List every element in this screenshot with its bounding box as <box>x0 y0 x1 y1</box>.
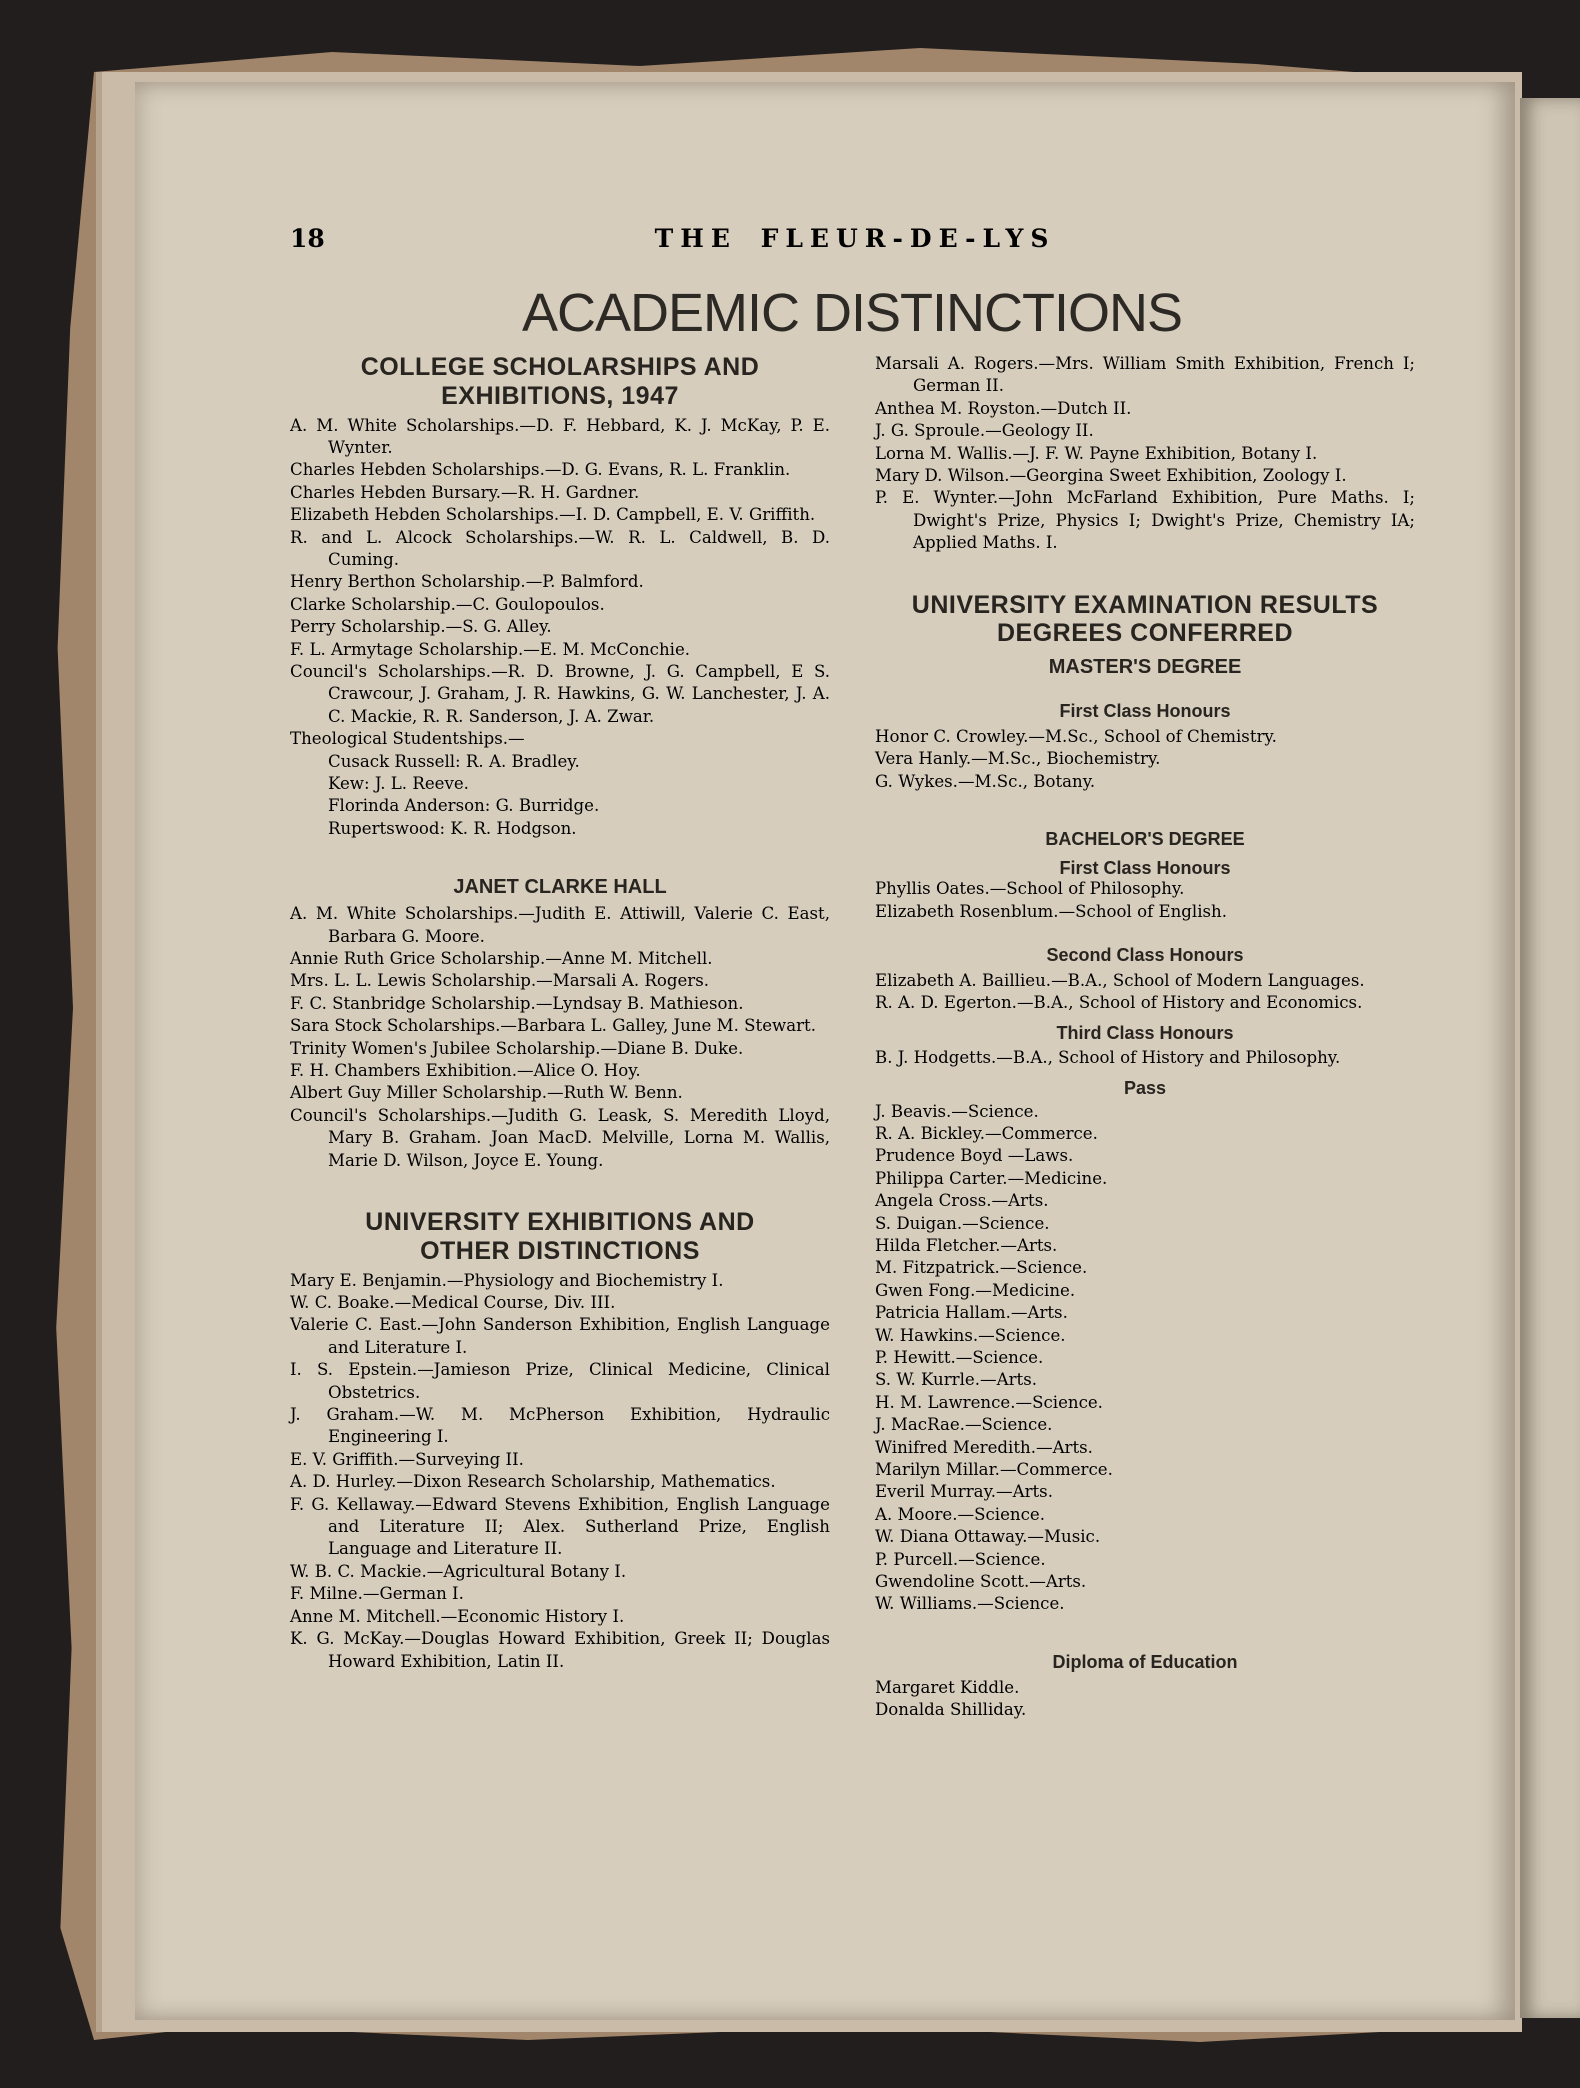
continued-list <box>875 353 1415 555</box>
list-item: Council's Scholarships.—Judith G. Leask, S. Meredith Lloyd, Mary B. Graham. Joan MacD. Melville, Lorna M. Wallis, Marie D. Wilson, Joyce E. Young. <box>290 1105 830 1170</box>
list-item: Philippa Carter.—Medicine. <box>875 1168 1108 1188</box>
list-item: Margaret Kiddle. <box>875 1677 1020 1697</box>
list-item: H. M. Lawrence.—Science. <box>875 1392 1103 1412</box>
running-head: THE FLEUR-DE-LYS <box>654 224 1056 253</box>
list-item: G. Wykes.—M.Sc., Botany. <box>875 771 1096 791</box>
list-item: A. D. Hurley.—Dixon Research Scholarship, Mathematics. <box>290 1472 776 1492</box>
list-item: S. Duigan.—Science. <box>875 1213 1050 1233</box>
list-item: Elizabeth Rosenblum.—School of English. <box>875 901 1227 921</box>
list-item: Winifred Meredith.—Arts. <box>875 1437 1093 1457</box>
list-item: Vera Hanly.—M.Sc., Biochemistry. <box>875 749 1161 769</box>
facing-page <box>1520 98 1580 2018</box>
list-item: Mary E. Benjamin.—Physiology and Biochemistry I. <box>290 1270 724 1290</box>
list-item: F. Milne.—German I. <box>290 1584 464 1604</box>
list-item: P. E. Wynter.—John McFarland Exhibition, Pure Maths. I; Dwight's Prize, Physics I; Dwight's Prize, Chemistry IA; Applied Maths. I. <box>875 488 1415 553</box>
list-item: Charles Hebden Scholarships.—D. G. Evans, R. L. Franklin. <box>290 460 791 480</box>
second-class-heading: Second Class Honours <box>1046 945 1244 966</box>
pass-list <box>875 1101 1415 1616</box>
masters-heading: MASTER'S DEGREE <box>1048 656 1242 679</box>
list-item: F. G. Kellaway.—Edward Stevens Exhibition, English Language and Literature II; Alex. Sutherland Prize, English Language and Literature II. <box>290 1494 830 1559</box>
masters-list <box>875 726 1415 793</box>
list-item: Annie Ruth Grice Scholarship.—Anne M. Mitchell. <box>290 949 713 969</box>
janet-list <box>290 903 830 1172</box>
list-item: W. Hawkins.—Science. <box>875 1325 1066 1345</box>
bachelors-heading: BACHELOR'S DEGREE <box>1045 829 1245 850</box>
list-item: K. G. McKay.—Douglas Howard Exhibition, Greek II; Douglas Howard Exhibition, Latin II. <box>290 1629 830 1671</box>
list-item: A. M. White Scholarships.—Judith E. Attiwill, Valerie C. East, Barbara G. Moore. <box>290 904 830 946</box>
list-item: A. Moore.—Science. <box>875 1504 1045 1524</box>
page-title: ACADEMIC DISTINCTIONS <box>521 283 1183 343</box>
list-item: W. Diana Ottaway.—Music. <box>875 1527 1101 1547</box>
list-item: Valerie C. East.—John Sanderson Exhibition, English Language and Literature I. <box>290 1315 830 1357</box>
university-exhibitions-heading: UNIVERSITY EXHIBITIONS AND OTHER DISTINCTIONS <box>365 1208 755 1265</box>
results-heading: UNIVERSITY EXAMINATION RESULTS DEGREES CONFERRED <box>911 590 1379 648</box>
list-item: A. M. White Scholarships.—D. F. Hebbard, K. J. McKay, P. E. Wynter. <box>290 415 830 457</box>
university-exhibitions-list <box>290 1270 830 1673</box>
list-item: W. B. C. Mackie.—Agricultural Botany I. <box>290 1561 627 1581</box>
list-item: F. H. Chambers Exhibition.—Alice O. Hoy. <box>290 1061 641 1081</box>
college-heading: COLLEGE SCHOLARSHIPS AND EXHIBITIONS, 1947 <box>360 353 760 410</box>
list-item: Kew: J. L. Reeve. <box>328 774 469 793</box>
list-item: J. MacRae.—Science. <box>875 1415 1053 1435</box>
list-item: Prudence Boyd —Laws. <box>875 1146 1074 1166</box>
list-item: Trinity Women's Jubilee Scholarship.—Diane B. Duke. <box>290 1038 744 1058</box>
list-item: Elizabeth Hebden Scholarships.—I. D. Campbell, E. V. Griffith. <box>290 505 816 525</box>
list-item: Cusack Russell: R. A. Bradley. <box>328 751 580 771</box>
list-item: Lorna M. Wallis.—J. F. W. Payne Exhibition, Botany I. <box>875 443 1318 463</box>
janet-clarke-heading: JANET CLARKE HALL <box>453 876 667 899</box>
diploma-heading: Diploma of Education <box>1052 1651 1238 1672</box>
list-item: Patricia Hallam.—Arts. <box>875 1303 1068 1323</box>
third-class-heading: Third Class Honours <box>1056 1022 1234 1043</box>
right-column <box>875 353 1415 1721</box>
list-item: W. C. Boake.—Medical Course, Div. III. <box>290 1293 616 1312</box>
list-item: I. S. Epstein.—Jamieson Prize, Clinical Medicine, Clinical Obstetrics. <box>290 1360 830 1402</box>
list-item: Elizabeth A. Baillieu.—B.A., School of Modern Languages. <box>875 970 1365 990</box>
list-item: Marsali A. Rogers.—Mrs. William Smith Exhibition, French I; German II. <box>875 354 1415 396</box>
list-item: P. Hewitt.—Science. <box>875 1348 1044 1367</box>
list-item: M. Fitzpatrick.—Science. <box>875 1258 1088 1278</box>
page-number: 18 <box>290 224 325 253</box>
list-item: Clarke Scholarship.—C. Goulopoulos. <box>290 594 605 614</box>
third-class-list <box>875 1047 1415 1069</box>
list-item: Phyllis Oates.—School of Philosophy. <box>875 879 1185 899</box>
bachelors-first-class-heading: First Class Honours <box>1059 857 1231 878</box>
list-item: R. A. D. Egerton.—B.A., School of History and Economics. <box>875 993 1363 1013</box>
diploma-list <box>875 1677 1415 1722</box>
list-item: Gwen Fong.—Medicine. <box>875 1280 1076 1300</box>
list-item: R. and L. Alcock Scholarships.—W. R. L. Caldwell, B. D. Cuming. <box>290 527 830 569</box>
list-item: Marilyn Millar.—Commerce. <box>875 1460 1113 1480</box>
list-item: B. J. Hodgetts.—B.A., School of History and Philosophy. <box>875 1048 1341 1068</box>
list-item: R. A. Bickley.—Commerce. <box>875 1123 1098 1143</box>
list-item: Sara Stock Scholarships.—Barbara L. Galley, June M. Stewart. <box>290 1016 816 1036</box>
left-column <box>290 353 830 1673</box>
list-item: W. Williams.—Science. <box>875 1594 1065 1614</box>
list-item: P. Purcell.—Science. <box>875 1549 1046 1569</box>
list-item: Anne M. Mitchell.—Economic History I. <box>290 1606 625 1626</box>
list-item: S. W. Kurrle.—Arts. <box>875 1370 1037 1390</box>
list-item: Mary D. Wilson.—Georgina Sweet Exhibition, Zoology I. <box>875 466 1347 486</box>
list-item: J. Beavis.—Science. <box>875 1101 1039 1121</box>
list-item: J. Graham.—W. M. McPherson Exhibition, Hydraulic Engineering I. <box>290 1405 830 1447</box>
masters-first-class-heading: First Class Honours <box>1059 701 1231 722</box>
list-item: Angela Cross.—Arts. <box>875 1191 1049 1211</box>
list-item: Anthea M. Royston.—Dutch II. <box>875 398 1132 418</box>
list-item: Gwendoline Scott.—Arts. <box>875 1572 1087 1592</box>
college-list <box>290 415 830 841</box>
second-class-list <box>875 970 1415 1015</box>
list-item: Hilda Fletcher.—Arts. <box>875 1235 1058 1255</box>
list-item: Theological Studentships.— <box>290 729 525 749</box>
list-item: J. G. Sproule.—Geology II. <box>875 421 1094 441</box>
list-item: E. V. Griffith.—Surveying II. <box>290 1449 524 1469</box>
list-item: Rupertswood: K. R. Hodgson. <box>328 818 577 838</box>
list-item: Everil Murray.—Arts. <box>875 1482 1053 1502</box>
list-item: Honor C. Crowley.—M.Sc., School of Chemistry. <box>875 726 1277 746</box>
list-item: Mrs. L. L. Lewis Scholarship.—Marsali A. Rogers. <box>290 971 710 991</box>
list-item: Albert Guy Miller Scholarship.—Ruth W. Benn. <box>290 1083 683 1103</box>
bachelors-first-list <box>875 878 1415 923</box>
list-item: Charles Hebden Bursary.—R. H. Gardner. <box>290 482 640 502</box>
list-item: Henry Berthon Scholarship.—P. Balmford. <box>290 572 644 592</box>
list-item: Perry Scholarship.—S. G. Alley. <box>290 617 552 637</box>
list-item: F. L. Armytage Scholarship.—E. M. McConchie. <box>290 639 691 659</box>
list-item: F. C. Stanbridge Scholarship.—Lyndsay B. Mathieson. <box>290 993 744 1013</box>
list-item: Donalda Shilliday. <box>875 1699 1027 1719</box>
list-item: Council's Scholarships.—R. D. Browne, J. G. Campbell, E S. Crawcour, J. Graham, J. R. Hawkins, G. W. Lanchester, J. A. C. Mackie, R. R. Sanderson, J. A. Zwar. <box>290 661 830 726</box>
pass-heading: Pass <box>1123 1077 1167 1098</box>
list-item: Florinda Anderson: G. Burridge. <box>328 796 600 816</box>
